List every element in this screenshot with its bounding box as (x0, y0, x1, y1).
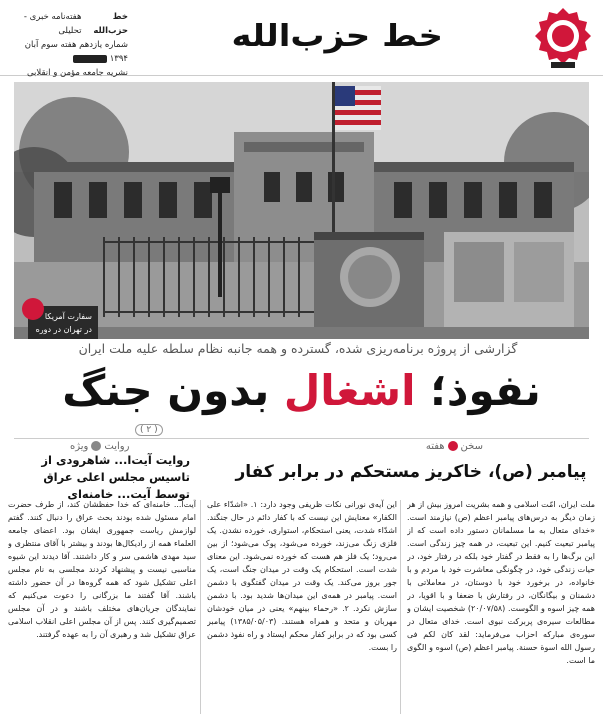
section-left-word1: روایت (104, 441, 130, 452)
section-label-left (70, 441, 129, 452)
left-title-line1: روایت آیت‌ا... شاهرودی از (41, 453, 190, 467)
article-column-3: آیت‌ا... خامنه‌ای که خدا حفظشان کند، از طرف حضرت امام مسئول شده بودند بحث عراق را دنبال کنند. گفتم لوازمش ریاست جمهوری ایشان بود. اعضای جامعه العلماء همه از رادیکال‌ها بودند و بیشتر با آقای منتظری و سید مهدی هاشمی سر و کار داشتند. آقا دیدند این شیوه مناسبی نیست و پیشنهاد کردند مجلسی به نام مجلس اعلی تشکیل شود که همه گروه‌ها در آن حضور داشته باشند. آقا گفتند ما بزرگانی را دعوت می‌کنیم که نمایندگان جریان‌های مختلف باشند و در آن مجلس تصمیم‌گیری کنند. پس از آن مجلس اعلی انقلاب اسلامی عراق تشکیل شد و رهبری آن را به عهده گرفتند. (8, 500, 196, 639)
section-left-word2: ویژه (70, 441, 89, 452)
caption-line1: سفارت آمریکا (44, 312, 92, 321)
meta-publisher: نشریه جامعه مؤمن و انقلابی (26, 68, 128, 78)
headline-part2: بدون جنگ (62, 366, 284, 415)
flag-icon (335, 86, 381, 130)
left-title-line2: تاسیس مجلس اعلی عراق توسط آیت... خامنه‌ای (43, 470, 190, 501)
header-meta (8, 10, 128, 80)
section-dot-icon (448, 441, 458, 451)
left-article-title (10, 452, 190, 503)
column-divider (200, 500, 201, 714)
embassy-photo (14, 82, 589, 339)
column-divider (400, 500, 401, 714)
meta-brand: خط حزب‌الله (93, 12, 128, 36)
main-headline (14, 366, 589, 416)
headline-red-word: اشغال (283, 366, 416, 415)
masthead-header (0, 0, 603, 76)
section-label-right (426, 441, 483, 452)
sub-headline: گزارشی از پروژه برنامه‌ریزی شده، گسترده و همه جانبه نظام سلطه علیه ملت ایران (78, 341, 518, 356)
page-reference: ( ۲ ) (135, 424, 163, 436)
meta-type: هفته‌نامه خبری - تحلیلی (23, 12, 82, 36)
headline-part1: نفوذ؛ (415, 366, 541, 415)
section-right-word2: هفته (425, 441, 445, 452)
embassy-building-image (14, 82, 589, 339)
horizontal-divider (14, 438, 589, 439)
section-right-word1: سخن (460, 441, 483, 452)
meta-issue: شماره یازدهم هفته سوم آبان ۱۳۹۴ (24, 40, 128, 64)
article-column-1: ملت ایران، امّت اسلامی و همه بشریت امروز بیش از هر زمان دیگر به درس‌های پیامبر اعظم (ص) نیازمند است. «خدای متعال به ما مسلمانان دستور داده است که از پیامبر تبعیت کنیم. این تبعیت، در همه چیز زندگی است. این برگ‌ها را به فقط در گفتار خود بلکه در رفتار خود، در حیات زندگی خود، در چگونگی معاشرت خود با مردم و با خانواده، در برخورد خود با دوستان، در معاملاتی با دشمنان و بیگانگان، در رفتارش با ضعفا و با اقویا، در همه چیز اسوه و الگوست. (۲۰/۰۷/۵۸) شخصیت ایشان و مطالعات سیره‌ی پربرکت نبوی است. خدای متعال در سوره‌ی مبارکه احزاب می‌فرماید: لقد کان لکم فی رسول الله اسوة حسنة. پیامبر اعظم (ص) اسوه و الگوی ما است. (407, 500, 595, 665)
article-column-2: این آیه‌ی نورانی نکات ظریفی وجود دارد: ۱. «اشدّاء علی الکفار» معنایش این نیست که با کفار دائم در حال جنگند. اشدّاء شدت، یعنی استحکام، استواری، خورده نشدن. یک فلزی زنگ می‌زند، خورده می‌شود، پوک می‌شود؛ از بین می‌رود؛ یک فلز هم هست که خورده نمی‌شود. این معنای شدت است. استحکام یک وقت در میدان جنگ است، یک جور بروز می‌کند. یک وقت در میدان گفتگوی با دشمن است. پیامبر در همه‌ی این میدان‌ها شدید بود. با دشمن سازش نکرد. ۲. «رحماء بینهم» یعنی در میان خودشان مهربان و متحد و همراه هستند. (۱۳۸۵/۰۵/۰۳) پیامبر کسی بود که در برابر کفار محکم ایستاد و راه نفوذ دشمن را بست. (207, 500, 397, 652)
section-dot-icon (91, 441, 101, 451)
publisher-logo-icon (73, 55, 107, 63)
caption-line2: در تهران در دوره (35, 325, 92, 334)
masthead-title: خط حزب‌الله (231, 18, 443, 54)
emblem-logo-icon (531, 6, 595, 70)
right-article-title: پیامبر (ص)، خاکریز مستحکم در برابر کفار (235, 462, 587, 482)
camera-icon (22, 298, 44, 320)
